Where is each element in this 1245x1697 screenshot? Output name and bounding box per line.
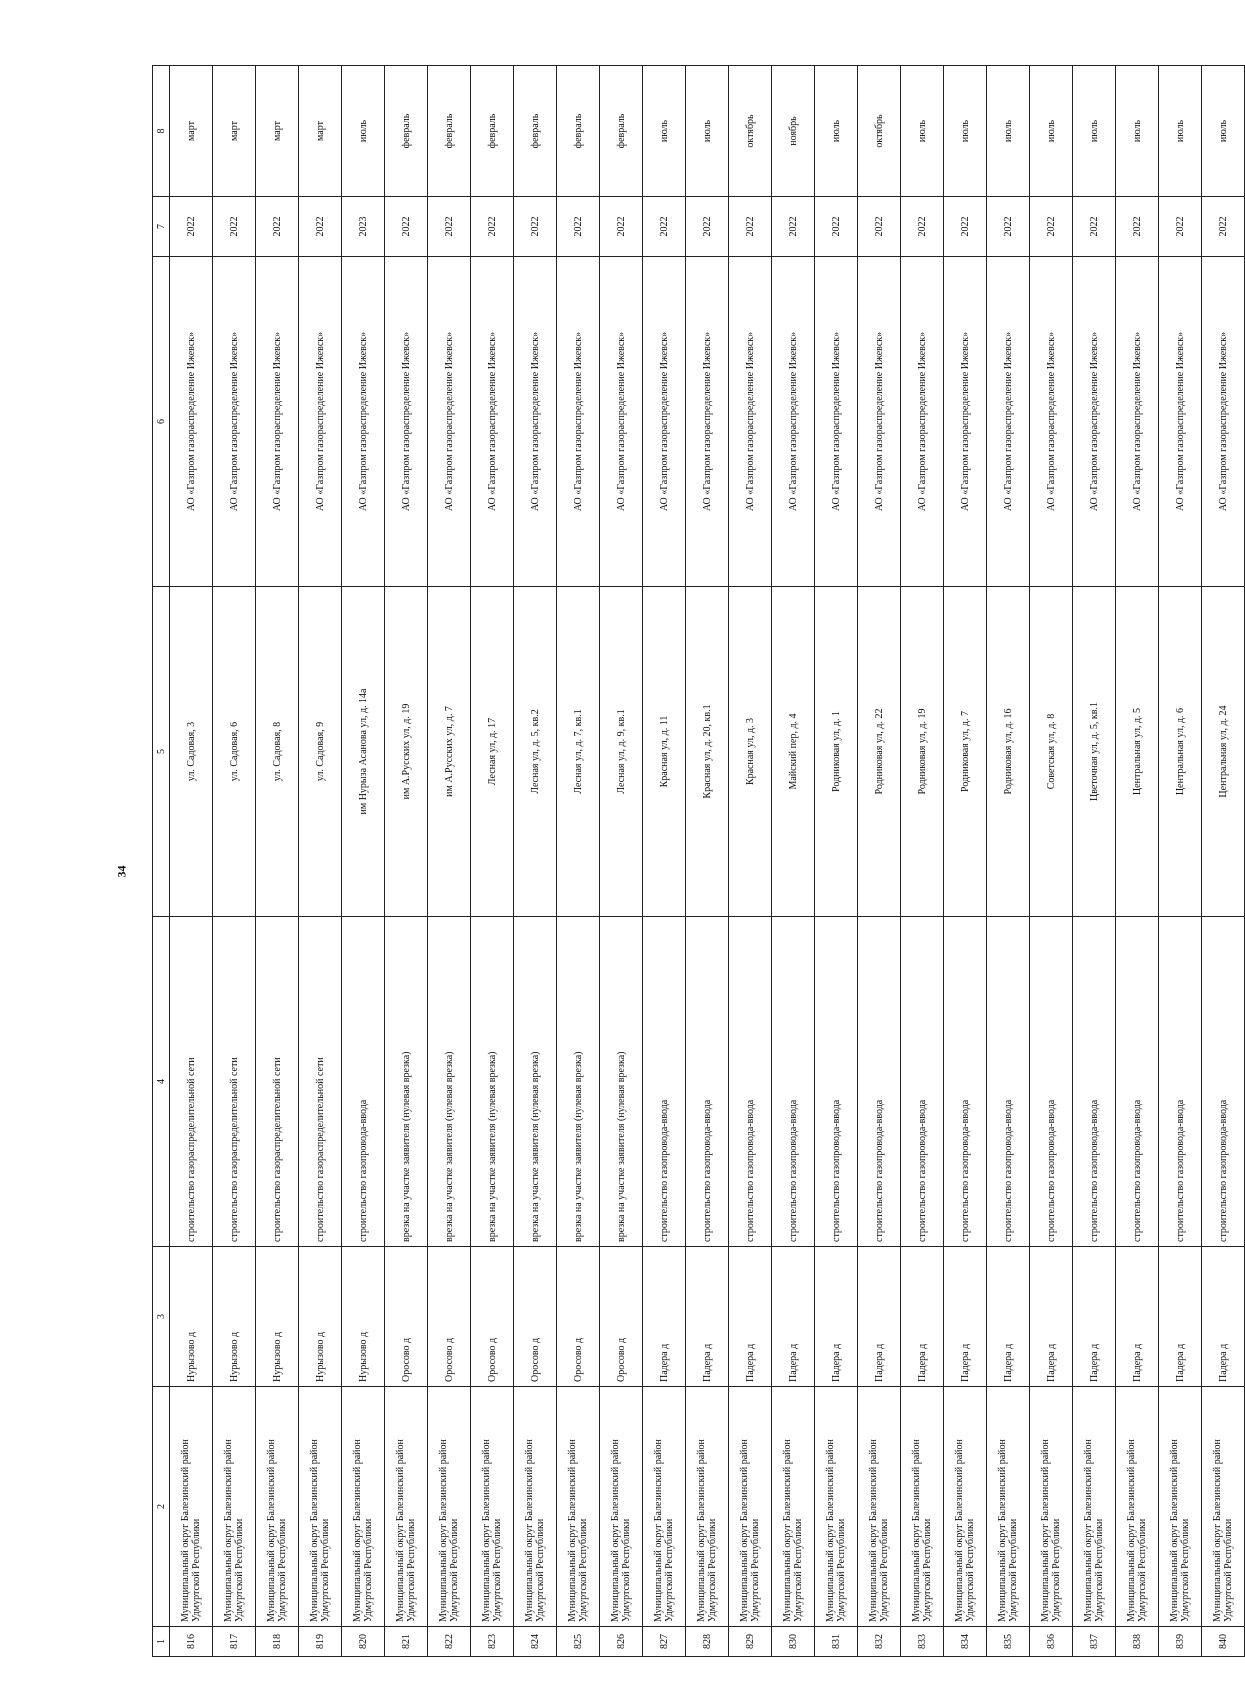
year-cell: 2022 <box>471 197 514 257</box>
address-cell: им Нурыза Асанова ул, д. 14а <box>342 587 385 917</box>
table-row <box>299 66 342 1657</box>
address-cell: ул. Садовая, 8 <box>256 587 299 917</box>
row-number-cell: 829 <box>729 1627 772 1657</box>
organization-cell: АО «Газпром газораспределение Ижевск» <box>557 257 600 587</box>
table-row <box>987 66 1030 1657</box>
year-cell: 2022 <box>643 197 686 257</box>
address-cell: Центральная ул, д. 5 <box>1116 587 1159 917</box>
year-cell: 2022 <box>772 197 815 257</box>
row-number-cell: 824 <box>514 1627 557 1657</box>
organization-cell: АО «Газпром газораспределение Ижевск» <box>1030 257 1073 587</box>
year-cell: 2022 <box>256 197 299 257</box>
address-cell: Центральная ул, д. 24 <box>1202 587 1245 917</box>
year-cell: 2022 <box>815 197 858 257</box>
table-header-row <box>153 66 170 1657</box>
month-cell: октябрь <box>729 66 772 197</box>
row-number-cell: 831 <box>815 1627 858 1657</box>
settlement-cell: Нурызово д <box>299 1247 342 1387</box>
settlement-cell: Падера д <box>1159 1247 1202 1387</box>
work-type-cell: строительство газопровода-ввода <box>772 917 815 1247</box>
row-number-cell: 837 <box>1073 1627 1116 1657</box>
settlement-cell: Оросово д <box>600 1247 643 1387</box>
month-cell: февраль <box>428 66 471 197</box>
work-type-cell: строительство газопровода-ввода <box>944 917 987 1247</box>
organization-cell: АО «Газпром газораспределение Ижевск» <box>772 257 815 587</box>
organization-cell: АО «Газпром газораспределение Ижевск» <box>815 257 858 587</box>
address-cell: им А.Русских ул, д. 7 <box>428 587 471 917</box>
organization-cell: АО «Газпром газораспределение Ижевск» <box>901 257 944 587</box>
municipality-cell: Муниципальный округ Балезинский район Удмуртской Республики <box>1202 1387 1245 1627</box>
month-cell: июль <box>686 66 729 197</box>
year-cell: 2022 <box>428 197 471 257</box>
organization-cell: АО «Газпром газораспределение Ижевск» <box>299 257 342 587</box>
row-number-cell: 817 <box>213 1627 256 1657</box>
municipality-cell: Муниципальный округ Балезинский район Удмуртской Республики <box>170 1387 213 1627</box>
work-type-cell: строительство газопровода-ввода <box>686 917 729 1247</box>
month-cell: март <box>213 66 256 197</box>
table-row <box>1159 66 1202 1657</box>
municipality-cell: Муниципальный округ Балезинский район Удмуртской Республики <box>213 1387 256 1627</box>
municipality-cell: Муниципальный округ Балезинский район Удмуртской Республики <box>557 1387 600 1627</box>
settlement-cell: Падера д <box>1073 1247 1116 1387</box>
year-cell: 2022 <box>858 197 901 257</box>
row-number-cell: 840 <box>1202 1627 1245 1657</box>
settlement-cell: Падера д <box>944 1247 987 1387</box>
month-cell: октябрь <box>858 66 901 197</box>
organization-cell: АО «Газпром газораспределение Ижевск» <box>342 257 385 587</box>
settlement-cell: Оросово д <box>557 1247 600 1387</box>
row-number-cell: 836 <box>1030 1627 1073 1657</box>
table-row <box>815 66 858 1657</box>
month-cell: март <box>256 66 299 197</box>
rotated-table-frame <box>152 66 1234 1657</box>
work-type-cell: строительство газопровода-ввода <box>1030 917 1073 1247</box>
column-header: 4 <box>153 917 170 1247</box>
row-number-cell: 822 <box>428 1627 471 1657</box>
month-cell: март <box>170 66 213 197</box>
table-row <box>858 66 901 1657</box>
municipality-cell: Муниципальный округ Балезинский район Удмуртской Республики <box>643 1387 686 1627</box>
address-cell: Лесная ул, д. 7, кв.1 <box>557 587 600 917</box>
row-number-cell: 834 <box>944 1627 987 1657</box>
work-type-cell: строительство газопровода-ввода <box>1073 917 1116 1247</box>
address-cell: Лесная ул, д. 9, кв.1 <box>600 587 643 917</box>
organization-cell: АО «Газпром газораспределение Ижевск» <box>729 257 772 587</box>
month-cell: июль <box>944 66 987 197</box>
column-header: 6 <box>153 257 170 587</box>
table-row <box>471 66 514 1657</box>
address-cell: Красная ул, д. 11 <box>643 587 686 917</box>
year-cell: 2022 <box>1159 197 1202 257</box>
month-cell: июль <box>1202 66 1245 197</box>
work-type-cell: врезка на участке заявителя (нулевая врезка) <box>557 917 600 1247</box>
year-cell: 2022 <box>213 197 256 257</box>
settlement-cell: Нурызово д <box>213 1247 256 1387</box>
table-row <box>1116 66 1159 1657</box>
address-cell: ул. Садовая, 6 <box>213 587 256 917</box>
work-type-cell: строительство газораспределительной сети <box>256 917 299 1247</box>
row-number-cell: 828 <box>686 1627 729 1657</box>
work-type-cell: врезка на участке заявителя (нулевая врезка) <box>514 917 557 1247</box>
municipality-cell: Муниципальный округ Балезинский район Удмуртской Республики <box>471 1387 514 1627</box>
table-row <box>213 66 256 1657</box>
table-row <box>428 66 471 1657</box>
row-number-cell: 832 <box>858 1627 901 1657</box>
organization-cell: АО «Газпром газораспределение Ижевск» <box>987 257 1030 587</box>
organization-cell: АО «Газпром газораспределение Ижевск» <box>256 257 299 587</box>
row-number-cell: 823 <box>471 1627 514 1657</box>
table-row <box>901 66 944 1657</box>
work-type-cell: строительство газопровода-ввода <box>342 917 385 1247</box>
municipality-cell: Муниципальный округ Балезинский район Удмуртской Республики <box>514 1387 557 1627</box>
month-cell: февраль <box>471 66 514 197</box>
address-cell: ул. Садовая, 3 <box>170 587 213 917</box>
municipality-cell: Муниципальный округ Балезинский район Удмуртской Республики <box>1030 1387 1073 1627</box>
row-number-cell: 838 <box>1116 1627 1159 1657</box>
settlement-cell: Падера д <box>643 1247 686 1387</box>
organization-cell: АО «Газпром газораспределение Ижевск» <box>471 257 514 587</box>
year-cell: 2022 <box>729 197 772 257</box>
month-cell: ноябрь <box>772 66 815 197</box>
work-type-cell: строительство газопровода-ввода <box>858 917 901 1247</box>
month-cell: июль <box>643 66 686 197</box>
settlement-cell: Оросово д <box>385 1247 428 1387</box>
month-cell: июль <box>987 66 1030 197</box>
year-cell: 2023 <box>342 197 385 257</box>
table-row <box>944 66 987 1657</box>
column-header: 7 <box>153 197 170 257</box>
column-header: 2 <box>153 1387 170 1627</box>
address-cell: Родниковая ул, д. 1 <box>815 587 858 917</box>
work-type-cell: строительство газопровода-ввода <box>1116 917 1159 1247</box>
work-type-cell: строительство газопровода-ввода <box>1159 917 1202 1247</box>
municipality-cell: Муниципальный округ Балезинский район Удмуртской Республики <box>256 1387 299 1627</box>
municipality-cell: Муниципальный округ Балезинский район Удмуртской Республики <box>686 1387 729 1627</box>
address-cell: Родниковая ул, д. 16 <box>987 587 1030 917</box>
table-row <box>1030 66 1073 1657</box>
table-rotator <box>152 66 1234 1657</box>
settlement-cell: Падера д <box>815 1247 858 1387</box>
address-cell: Майский пер, д. 4 <box>772 587 815 917</box>
address-cell: Цветочная ул, д. 5, кв.1 <box>1073 587 1116 917</box>
organization-cell: АО «Газпром газораспределение Ижевск» <box>170 257 213 587</box>
municipality-cell: Муниципальный округ Балезинский район Удмуртской Республики <box>428 1387 471 1627</box>
year-cell: 2022 <box>901 197 944 257</box>
table-row <box>256 66 299 1657</box>
row-number-cell: 833 <box>901 1627 944 1657</box>
address-cell: Красная ул, д. 20, кв.1 <box>686 587 729 917</box>
row-number-cell: 830 <box>772 1627 815 1657</box>
work-type-cell: врезка на участке заявителя (нулевая врезка) <box>428 917 471 1247</box>
settlement-cell: Падера д <box>901 1247 944 1387</box>
address-cell: Родниковая ул, д. 22 <box>858 587 901 917</box>
settlement-cell: Падера д <box>1202 1247 1245 1387</box>
municipality-cell: Муниципальный округ Балезинский район Удмуртской Республики <box>944 1387 987 1627</box>
municipality-cell: Муниципальный округ Балезинский район Удмуртской Республики <box>1159 1387 1202 1627</box>
settlement-cell: Нурызово д <box>170 1247 213 1387</box>
row-number-cell: 820 <box>342 1627 385 1657</box>
row-number-cell: 839 <box>1159 1627 1202 1657</box>
month-cell: июль <box>815 66 858 197</box>
organization-cell: АО «Газпром газораспределение Ижевск» <box>600 257 643 587</box>
work-type-cell: строительство газопровода-ввода <box>815 917 858 1247</box>
table-row <box>170 66 213 1657</box>
month-cell: июль <box>1030 66 1073 197</box>
work-type-cell: строительство газораспределительной сети <box>299 917 342 1247</box>
table-row <box>729 66 772 1657</box>
table-row <box>557 66 600 1657</box>
settlement-cell: Падера д <box>686 1247 729 1387</box>
month-cell: февраль <box>600 66 643 197</box>
year-cell: 2022 <box>299 197 342 257</box>
column-header: 1 <box>153 1627 170 1657</box>
table-row <box>342 66 385 1657</box>
work-type-cell: строительство газопровода-ввода <box>901 917 944 1247</box>
address-cell: Родниковая ул, д. 19 <box>901 587 944 917</box>
settlement-cell: Падера д <box>1030 1247 1073 1387</box>
year-cell: 2022 <box>1202 197 1245 257</box>
organization-cell: АО «Газпром газораспределение Ижевск» <box>514 257 557 587</box>
table-row <box>385 66 428 1657</box>
municipality-cell: Муниципальный округ Балезинский район Удмуртской Республики <box>1073 1387 1116 1627</box>
municipality-cell: Муниципальный округ Балезинский район Удмуртской Республики <box>600 1387 643 1627</box>
row-number-cell: 821 <box>385 1627 428 1657</box>
municipality-cell: Муниципальный округ Балезинский район Удмуртской Республики <box>385 1387 428 1627</box>
settlement-cell: Падера д <box>858 1247 901 1387</box>
month-cell: февраль <box>557 66 600 197</box>
organization-cell: АО «Газпром газораспределение Ижевск» <box>944 257 987 587</box>
settlement-cell: Оросово д <box>514 1247 557 1387</box>
organization-cell: АО «Газпром газораспределение Ижевск» <box>643 257 686 587</box>
row-number-cell: 835 <box>987 1627 1030 1657</box>
work-type-cell: строительство газопровода-ввода <box>1202 917 1245 1247</box>
table-row <box>1073 66 1116 1657</box>
year-cell: 2022 <box>170 197 213 257</box>
table-row <box>1202 66 1245 1657</box>
month-cell: июль <box>901 66 944 197</box>
settlement-cell: Падера д <box>729 1247 772 1387</box>
table-body <box>170 66 1245 1657</box>
settlement-cell: Оросово д <box>471 1247 514 1387</box>
municipality-cell: Муниципальный округ Балезинский район Удмуртской Республики <box>772 1387 815 1627</box>
table-row <box>686 66 729 1657</box>
month-cell: февраль <box>385 66 428 197</box>
table-row <box>514 66 557 1657</box>
work-type-cell: строительство газопровода-ввода <box>643 917 686 1247</box>
organization-cell: АО «Газпром газораспределение Ижевск» <box>1073 257 1116 587</box>
month-cell: июль <box>1116 66 1159 197</box>
row-number-cell: 816 <box>170 1627 213 1657</box>
column-header: 8 <box>153 66 170 197</box>
work-type-cell: строительство газопровода-ввода <box>729 917 772 1247</box>
municipality-cell: Муниципальный округ Балезинский район Удмуртской Республики <box>1116 1387 1159 1627</box>
address-cell: Родниковая ул, д. 7 <box>944 587 987 917</box>
row-number-cell: 827 <box>643 1627 686 1657</box>
municipality-cell: Муниципальный округ Балезинский район Удмуртской Республики <box>815 1387 858 1627</box>
municipality-cell: Муниципальный округ Балезинский район Удмуртской Республики <box>858 1387 901 1627</box>
table-row <box>772 66 815 1657</box>
work-type-cell: строительство газораспределительной сети <box>170 917 213 1247</box>
table-row <box>600 66 643 1657</box>
year-cell: 2022 <box>1116 197 1159 257</box>
organization-cell: АО «Газпром газораспределение Ижевск» <box>1159 257 1202 587</box>
year-cell: 2022 <box>557 197 600 257</box>
row-number-cell: 819 <box>299 1627 342 1657</box>
month-cell: июль <box>1159 66 1202 197</box>
work-type-cell: врезка на участке заявителя (нулевая врезка) <box>471 917 514 1247</box>
page-number: 34 <box>114 865 129 878</box>
organization-cell: АО «Газпром газораспределение Ижевск» <box>1116 257 1159 587</box>
settlement-cell: Падера д <box>772 1247 815 1387</box>
year-cell: 2022 <box>987 197 1030 257</box>
gas-connection-table <box>152 65 1245 1657</box>
address-cell: Лесная ул, д. 5, кв.2 <box>514 587 557 917</box>
municipality-cell: Муниципальный округ Балезинский район Удмуртской Республики <box>901 1387 944 1627</box>
organization-cell: АО «Газпром газораспределение Ижевск» <box>1202 257 1245 587</box>
work-type-cell: строительство газораспределительной сети <box>213 917 256 1247</box>
address-cell: ул. Садовая, 9 <box>299 587 342 917</box>
row-number-cell: 825 <box>557 1627 600 1657</box>
row-number-cell: 818 <box>256 1627 299 1657</box>
column-header: 5 <box>153 587 170 917</box>
year-cell: 2022 <box>944 197 987 257</box>
address-cell: Красная ул, д. 3 <box>729 587 772 917</box>
organization-cell: АО «Газпром газораспределение Ижевск» <box>385 257 428 587</box>
organization-cell: АО «Газпром газораспределение Ижевск» <box>686 257 729 587</box>
address-cell: Центральная ул, д. 6 <box>1159 587 1202 917</box>
organization-cell: АО «Газпром газораспределение Ижевск» <box>213 257 256 587</box>
year-cell: 2022 <box>600 197 643 257</box>
work-type-cell: врезка на участке заявителя (нулевая врезка) <box>385 917 428 1247</box>
organization-cell: АО «Газпром газораспределение Ижевск» <box>858 257 901 587</box>
table-row <box>643 66 686 1657</box>
settlement-cell: Падера д <box>987 1247 1030 1387</box>
settlement-cell: Нурызово д <box>342 1247 385 1387</box>
month-cell: февраль <box>514 66 557 197</box>
month-cell: июль <box>342 66 385 197</box>
municipality-cell: Муниципальный округ Балезинский район Удмуртской Республики <box>299 1387 342 1627</box>
year-cell: 2022 <box>385 197 428 257</box>
address-cell: Лесная ул, д. 17 <box>471 587 514 917</box>
year-cell: 2022 <box>514 197 557 257</box>
address-cell: им А.Русских ул, д. 19 <box>385 587 428 917</box>
month-cell: март <box>299 66 342 197</box>
municipality-cell: Муниципальный округ Балезинский район Удмуртской Республики <box>342 1387 385 1627</box>
settlement-cell: Падера д <box>1116 1247 1159 1387</box>
settlement-cell: Оросово д <box>428 1247 471 1387</box>
address-cell: Советская ул, д. 8 <box>1030 587 1073 917</box>
year-cell: 2022 <box>1030 197 1073 257</box>
work-type-cell: строительство газопровода-ввода <box>987 917 1030 1247</box>
organization-cell: АО «Газпром газораспределение Ижевск» <box>428 257 471 587</box>
row-number-cell: 826 <box>600 1627 643 1657</box>
work-type-cell: врезка на участке заявителя (нулевая врезка) <box>600 917 643 1247</box>
month-cell: июль <box>1073 66 1116 197</box>
column-header: 3 <box>153 1247 170 1387</box>
municipality-cell: Муниципальный округ Балезинский район Удмуртской Республики <box>987 1387 1030 1627</box>
settlement-cell: Нурызово д <box>256 1247 299 1387</box>
municipality-cell: Муниципальный округ Балезинский район Удмуртской Республики <box>729 1387 772 1627</box>
year-cell: 2022 <box>686 197 729 257</box>
year-cell: 2022 <box>1073 197 1116 257</box>
